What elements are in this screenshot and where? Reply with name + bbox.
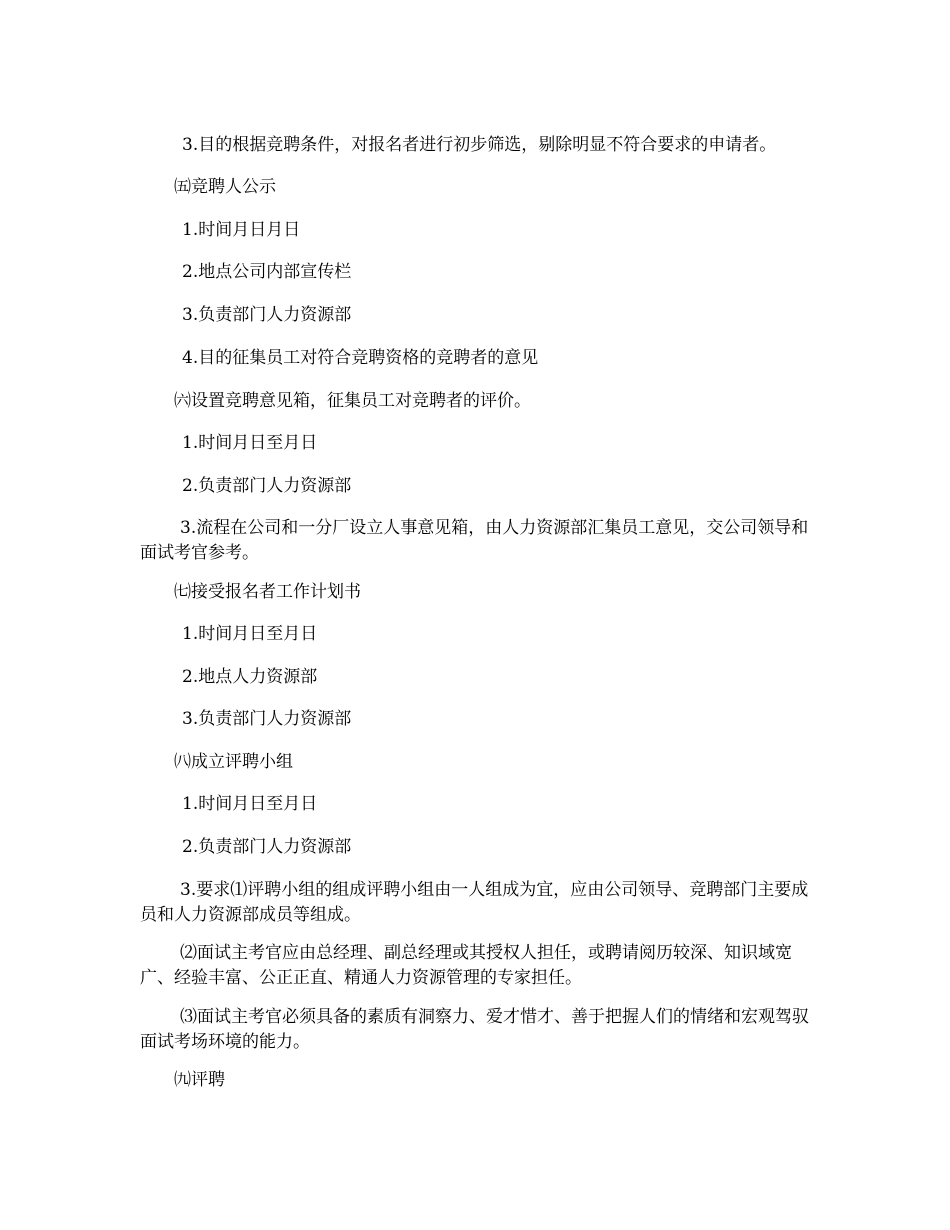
paragraph-chief-examiner: ⑵面试主考官应由总经理、副总经理或其授权人担任，或聘请阅历较深、知识域宽广、经验丰富、公正正直、精通人力资源管理的专家担任。 (140, 943, 792, 988)
list-item-time: 1.时间月日月日 (182, 220, 301, 240)
list-item-department: 2.负责部门人力资源部 (182, 837, 352, 857)
list-item-purpose: 4.目的征集员工对符合竞聘资格的竞聘者的意见 (182, 348, 539, 368)
list-item-time: 1.时间月日至月日 (182, 794, 318, 814)
list-item-time: 1.时间月日至月日 (182, 624, 318, 644)
section-heading-evaluation-group: ㈧成立评聘小组 (174, 752, 293, 772)
section-heading-candidate-notice: ㈤竞聘人公示 (174, 177, 276, 197)
paragraph-group-requirements: 3.要求⑴评聘小组的组成评聘小组由一人组成为宜，应由公司领导、竞聘部门主要成员和人力资源部成员等组成。 (140, 880, 809, 925)
paragraph-examiner-qualities: ⑶面试主考官必须具备的素质有洞察力、爱才惜才、善于把握人们的情绪和宏观驾驭面试考场环境的能力。 (140, 1007, 809, 1052)
paragraph-process: 3.流程在公司和一分厂设立人事意见箱，由人力资源部汇集员工意见，交公司领导和面试考官参考。 (140, 518, 809, 563)
section-heading-work-plan: ㈦接受报名者工作计划书 (174, 582, 361, 602)
section-heading-suggestion-box: ㈥设置竞聘意见箱，征集员工对竞聘者的评价。 (174, 391, 531, 411)
paragraph-screening-purpose: 3.目的根据竞聘条件，对报名者进行初步筛选，剔除明显不符合要求的申请者。 (182, 135, 777, 155)
list-item-location: 2.地点公司内部宣传栏 (182, 262, 352, 282)
list-item-department: 2.负责部门人力资源部 (182, 476, 352, 496)
list-item-department: 3.负责部门人力资源部 (182, 709, 352, 729)
list-item-department: 3.负责部门人力资源部 (182, 305, 352, 325)
list-item-location: 2.地点人力资源部 (182, 667, 318, 687)
section-heading-evaluation: ㈨评聘 (174, 1070, 225, 1090)
list-item-time: 1.时间月日至月日 (182, 433, 318, 453)
